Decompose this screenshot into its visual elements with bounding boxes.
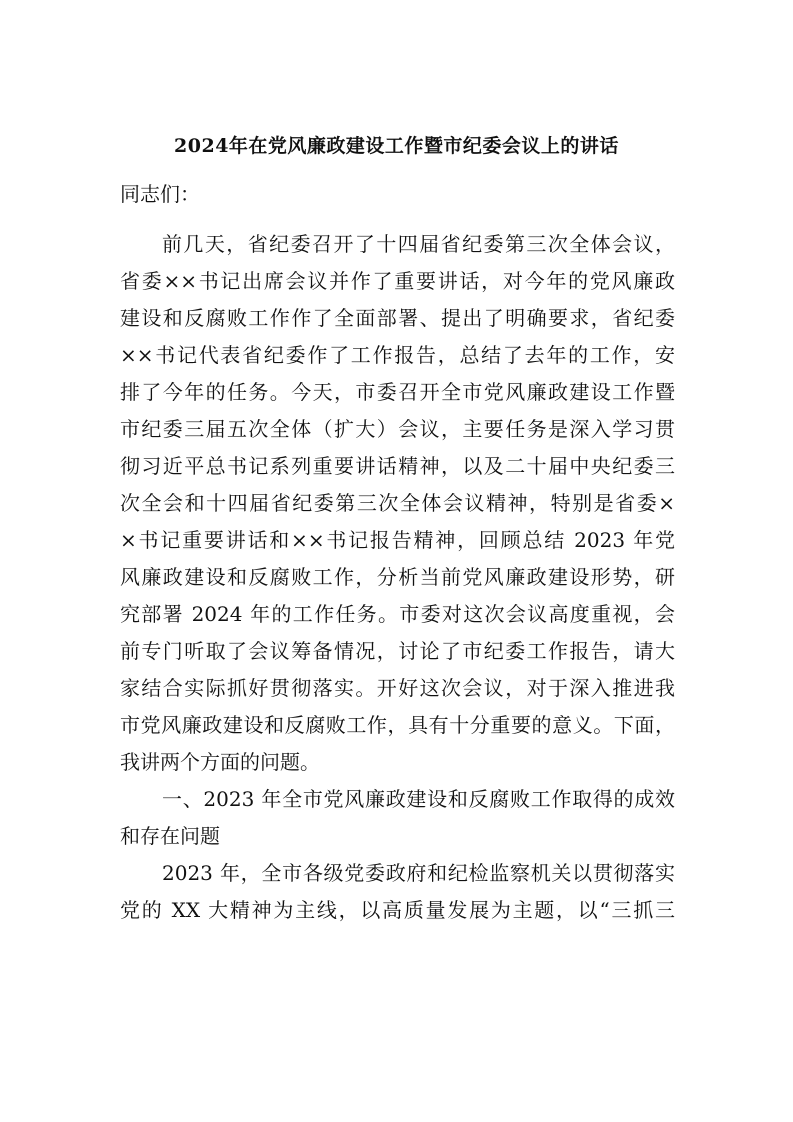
text-line: 我讲两个方面的问题。 [120,750,320,774]
text-line: 和存在问题 [120,824,220,848]
text-line: 排了今年的任务。今天，市委召开全市党风廉政建设工作暨 [120,380,675,404]
text-line: 彻习近平总书记系列重要讲话精神，以及二十届中央纪委三 [120,454,675,478]
salutation: 同志们： [120,182,200,206]
text-line: 建设和反腐败工作作了全面部署、提出了明确要求，省纪委 [120,306,675,330]
text-line: 前几天，省纪委召开了十四届省纪委第三次全体会议， [162,232,675,256]
text-line: 党的 XX 大精神为主线，以高质量发展为主题，以“三抓三 [120,898,675,922]
text-line: 省委××书记出席会议并作了重要讲话，对今年的党风廉政 [120,269,675,293]
text-line: 家结合实际抓好贯彻落实。开好这次会议，对于深入推进我 [120,676,675,700]
document-title: 2024年在党风廉政建设工作暨市纪委会议上的讲话 [174,135,619,157]
body-text [120,226,675,929]
text-line: 市党风廉政建设和反腐败工作，具有十分重要的意义。下面， [120,713,675,737]
text-line: 市纪委三届五次全体（扩大）会议，主要任务是深入学习贯 [120,417,675,441]
text-line: 前专门听取了会议筹备情况，讨论了市纪委工作报告，请大 [120,639,675,663]
text-line: 一、2023 年全市党风廉政建设和反腐败工作取得的成效 [162,787,675,811]
text-line: 次全会和十四届省纪委第三次全体会议精神，特别是省委× [120,491,675,515]
text-line: ××书记代表省纪委作了工作报告，总结了去年的工作，安 [120,343,675,367]
text-line: ×书记重要讲话和××书记报告精神，回顾总结 2023 年党 [120,528,675,552]
text-line: 2023 年，全市各级党委政府和纪检监察机关以贯彻落实 [162,861,675,885]
text-line: 究部署 2024 年的工作任务。市委对这次会议高度重视，会 [120,602,675,626]
text-line: 风廉政建设和反腐败工作，分析当前党风廉政建设形势，研 [120,565,675,589]
